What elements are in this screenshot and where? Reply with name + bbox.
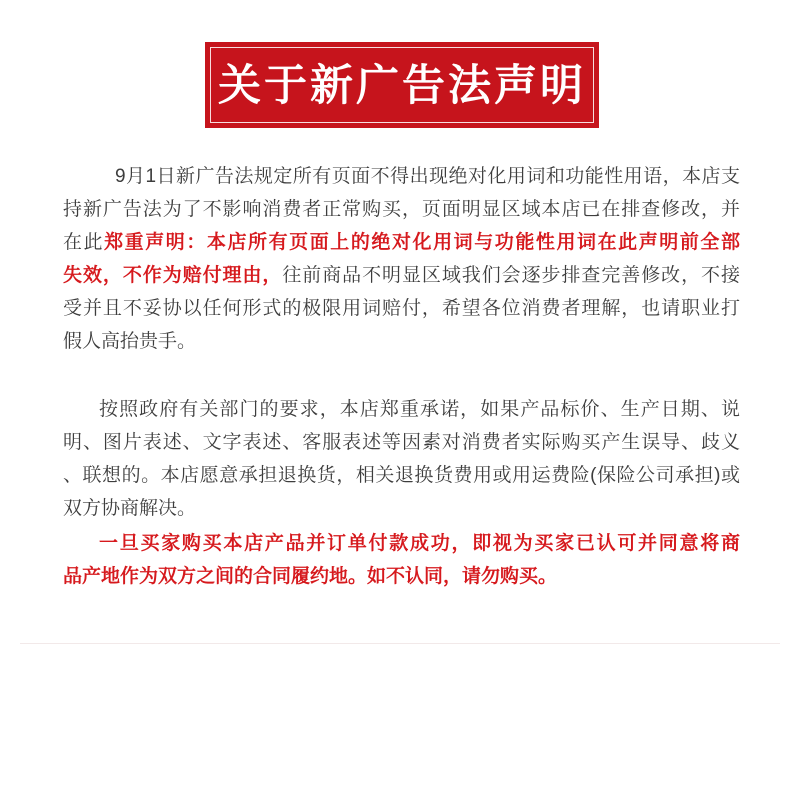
paragraph-line: 受并且不妥协以任何形式的极限用词赔付，希望各位消费者理解，也请职业打 — [63, 298, 740, 319]
paragraph-line: 品产地作为双方之间的合同履约地。如不认同，请勿购买。 — [63, 566, 558, 587]
text-segment-emphasis: 郑重声明：本店所有页面上的绝对化用词与功能性用词在此声明前全部 — [104, 232, 740, 253]
paragraph-line — [63, 226, 740, 259]
paragraph-line: 双方协商解决。 — [63, 498, 197, 519]
text-segment: 往前商品不明显区域我们会逐步排查完善修改，不接 — [282, 265, 740, 286]
statement-banner — [205, 42, 599, 128]
paragraph-line: 持新广告法为了不影响消费者正常购买，页面明显区域本店已在排查修改，并 — [63, 199, 740, 220]
paragraph-line — [63, 259, 740, 292]
paragraph-line: 一旦买家购买本店产品并订单付款成功，即视为买家已认可并同意将商 — [99, 533, 740, 554]
text-segment: 在此 — [63, 232, 105, 253]
paragraph-line: 、联想的。本店愿意承担退换货，相关退换货费用或用运费险(保险公司承担)或 — [63, 465, 740, 486]
paragraph-line: 假人高抬贵手。 — [63, 331, 197, 352]
bottom-divider — [20, 643, 780, 644]
page-title: 关于新广告法声明 — [218, 61, 586, 110]
paragraph-line: 按照政府有关部门的要求，本店郑重承诺，如果产品标价、生产日期、说 — [99, 399, 740, 420]
paragraph-line: 明、图片表述、文字表述、客服表述等因素对消费者实际购买产生误导、歧义 — [63, 432, 740, 453]
paragraph-ad-law-disclaimer — [63, 160, 740, 358]
text-segment-emphasis: 失效，不作为赔付理由， — [63, 265, 283, 286]
paragraph-return-policy — [63, 393, 740, 525]
paragraph-line: 9月1日新广告法规定所有页面不得出现绝对化用词和功能性用语，本店支 — [115, 166, 740, 187]
paragraph-purchase-agreement — [63, 527, 740, 593]
